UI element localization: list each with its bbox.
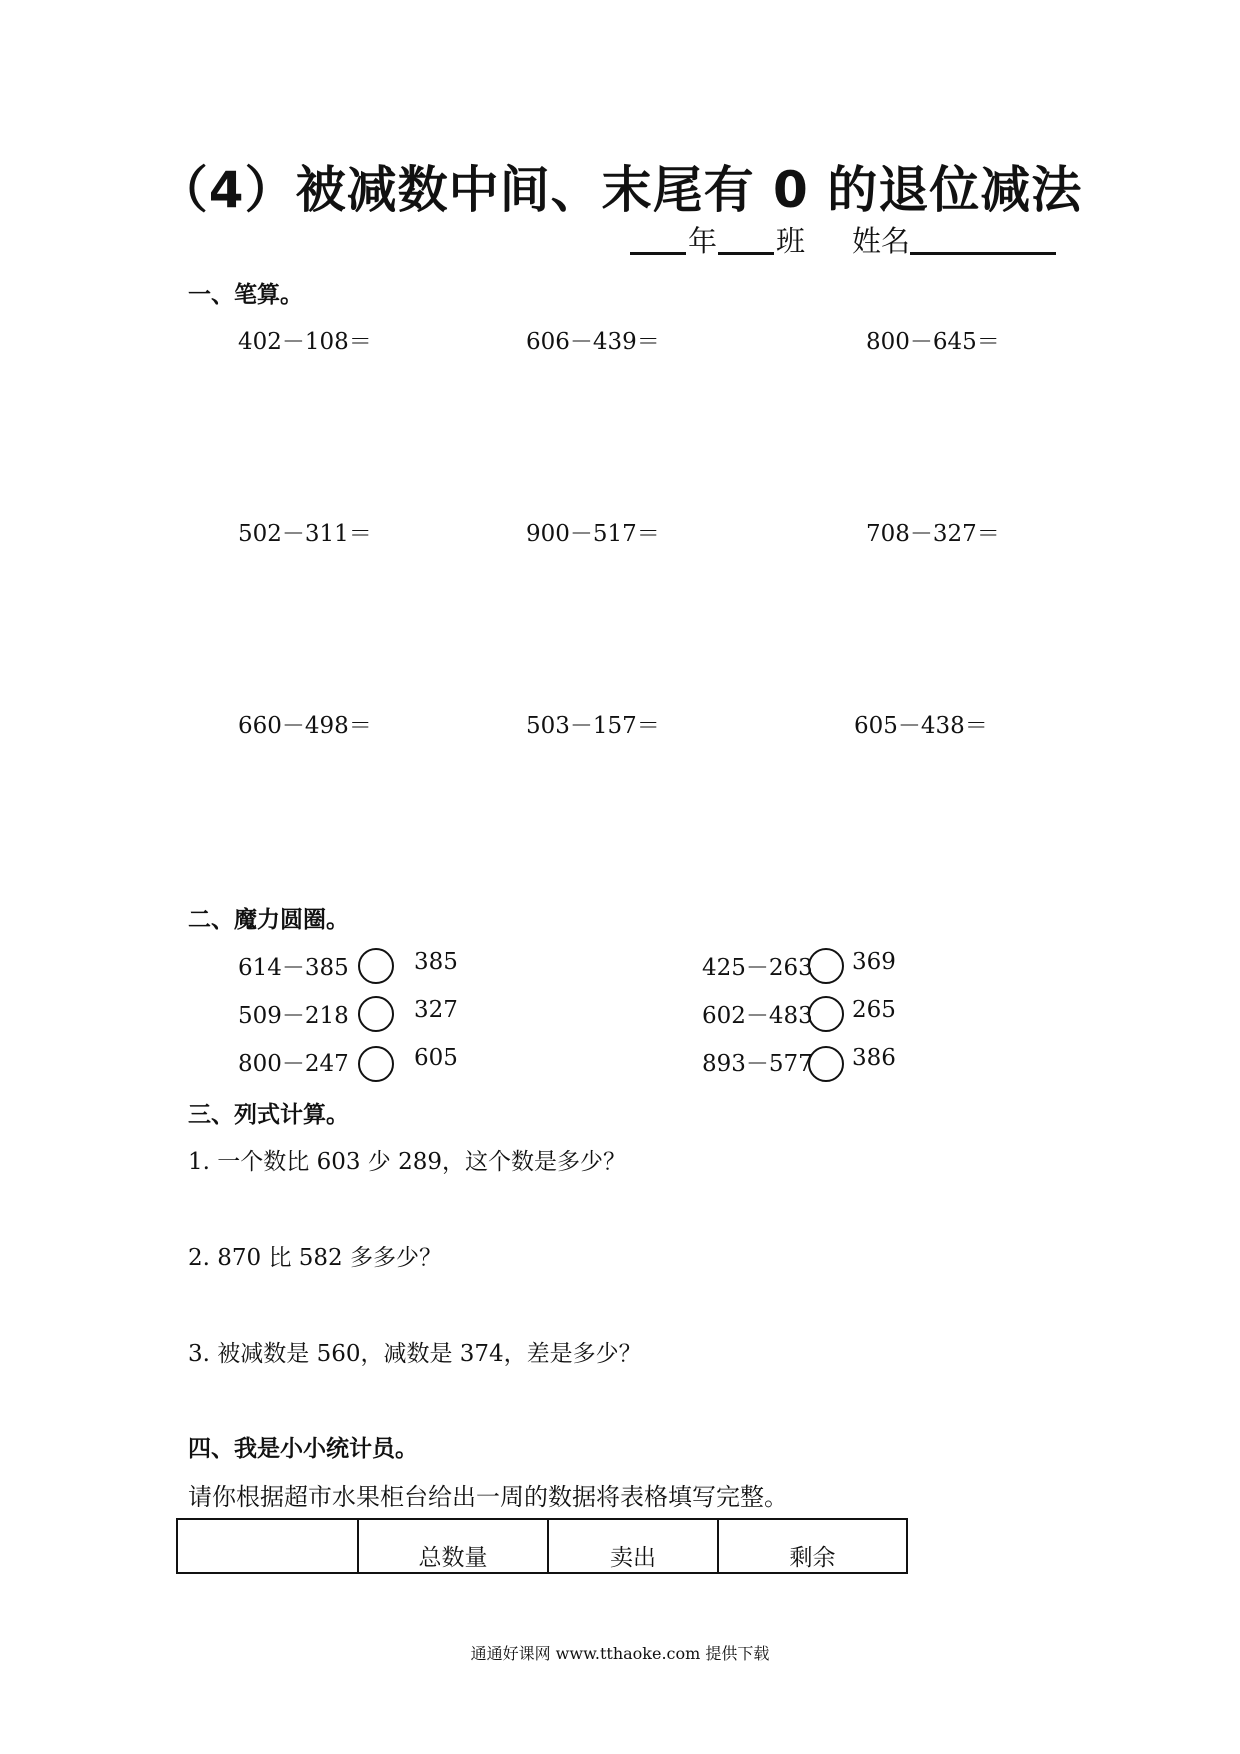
compare-right-value: 605 bbox=[414, 1045, 458, 1071]
table-header-cell: 卖出 bbox=[548, 1519, 718, 1573]
compare-circle[interactable] bbox=[808, 996, 844, 1032]
compare-left-expr: 893－577 bbox=[702, 1051, 813, 1077]
compare-circle[interactable] bbox=[358, 948, 394, 984]
table-instruction: 请你根据超市水果柜台给出一周的数据将表格填写完整。 bbox=[188, 1483, 788, 1511]
compare-circle[interactable] bbox=[808, 1046, 844, 1082]
table-header-cell[interactable] bbox=[177, 1519, 358, 1573]
compare-left-expr: 425－263 bbox=[702, 955, 813, 981]
problem-2: 606－439＝ bbox=[526, 329, 660, 355]
table-header-cell: 总数量 bbox=[358, 1519, 548, 1573]
compare-right-value: 265 bbox=[852, 997, 896, 1023]
worksheet-title: （4）被减数中间、末尾有 0 的退位减法 bbox=[157, 161, 1083, 219]
compare-left-expr: 800－247 bbox=[238, 1051, 349, 1077]
word-problem-1: 1. 一个数比 603 少 289，这个数是多少？ bbox=[188, 1149, 626, 1175]
problem-8: 503－157＝ bbox=[526, 713, 660, 739]
compare-circle[interactable] bbox=[808, 948, 844, 984]
compare-circle[interactable] bbox=[358, 1046, 394, 1082]
table-header-row bbox=[177, 1519, 907, 1573]
problem-3: 800－645＝ bbox=[866, 329, 1000, 355]
class-label: 班 bbox=[776, 224, 806, 258]
compare-left-expr: 614－385 bbox=[238, 955, 349, 981]
compare-circle[interactable] bbox=[358, 996, 394, 1032]
word-problem-3: 3. 被减数是 560，减数是 374，差是多少？ bbox=[188, 1341, 642, 1367]
name-blank[interactable] bbox=[910, 252, 1056, 255]
problem-5: 900－517＝ bbox=[526, 521, 660, 547]
section3-heading: 三、列式计算。 bbox=[188, 1102, 349, 1128]
name-label: 姓名 bbox=[852, 224, 911, 258]
compare-left-expr: 509－218 bbox=[238, 1003, 349, 1029]
footer-credit: 通通好课网 www.tthaoke.com 提供下载 bbox=[470, 1644, 770, 1663]
section1-heading: 一、笔算。 bbox=[188, 282, 303, 308]
problem-7: 660－498＝ bbox=[238, 713, 372, 739]
problem-9: 605－438＝ bbox=[854, 713, 988, 739]
grade-blank[interactable] bbox=[630, 252, 686, 255]
grade-label: 年 bbox=[688, 224, 718, 258]
problem-4: 502－311＝ bbox=[238, 521, 372, 547]
stats-table bbox=[176, 1518, 908, 1574]
problem-6: 708－327＝ bbox=[866, 521, 1000, 547]
table-header-cell: 剩余 bbox=[718, 1519, 907, 1573]
compare-right-value: 327 bbox=[414, 997, 458, 1023]
class-blank[interactable] bbox=[718, 252, 774, 255]
compare-right-value: 369 bbox=[852, 949, 896, 975]
compare-left-expr: 602－483 bbox=[702, 1003, 813, 1029]
word-problem-2: 2. 870 比 582 多多少？ bbox=[188, 1245, 442, 1271]
section4-heading: 四、我是小小统计员。 bbox=[188, 1436, 418, 1462]
section2-heading: 二、魔力圆圈。 bbox=[188, 907, 349, 933]
compare-right-value: 386 bbox=[852, 1045, 896, 1071]
compare-right-value: 385 bbox=[414, 949, 458, 975]
problem-1: 402－108＝ bbox=[238, 329, 372, 355]
